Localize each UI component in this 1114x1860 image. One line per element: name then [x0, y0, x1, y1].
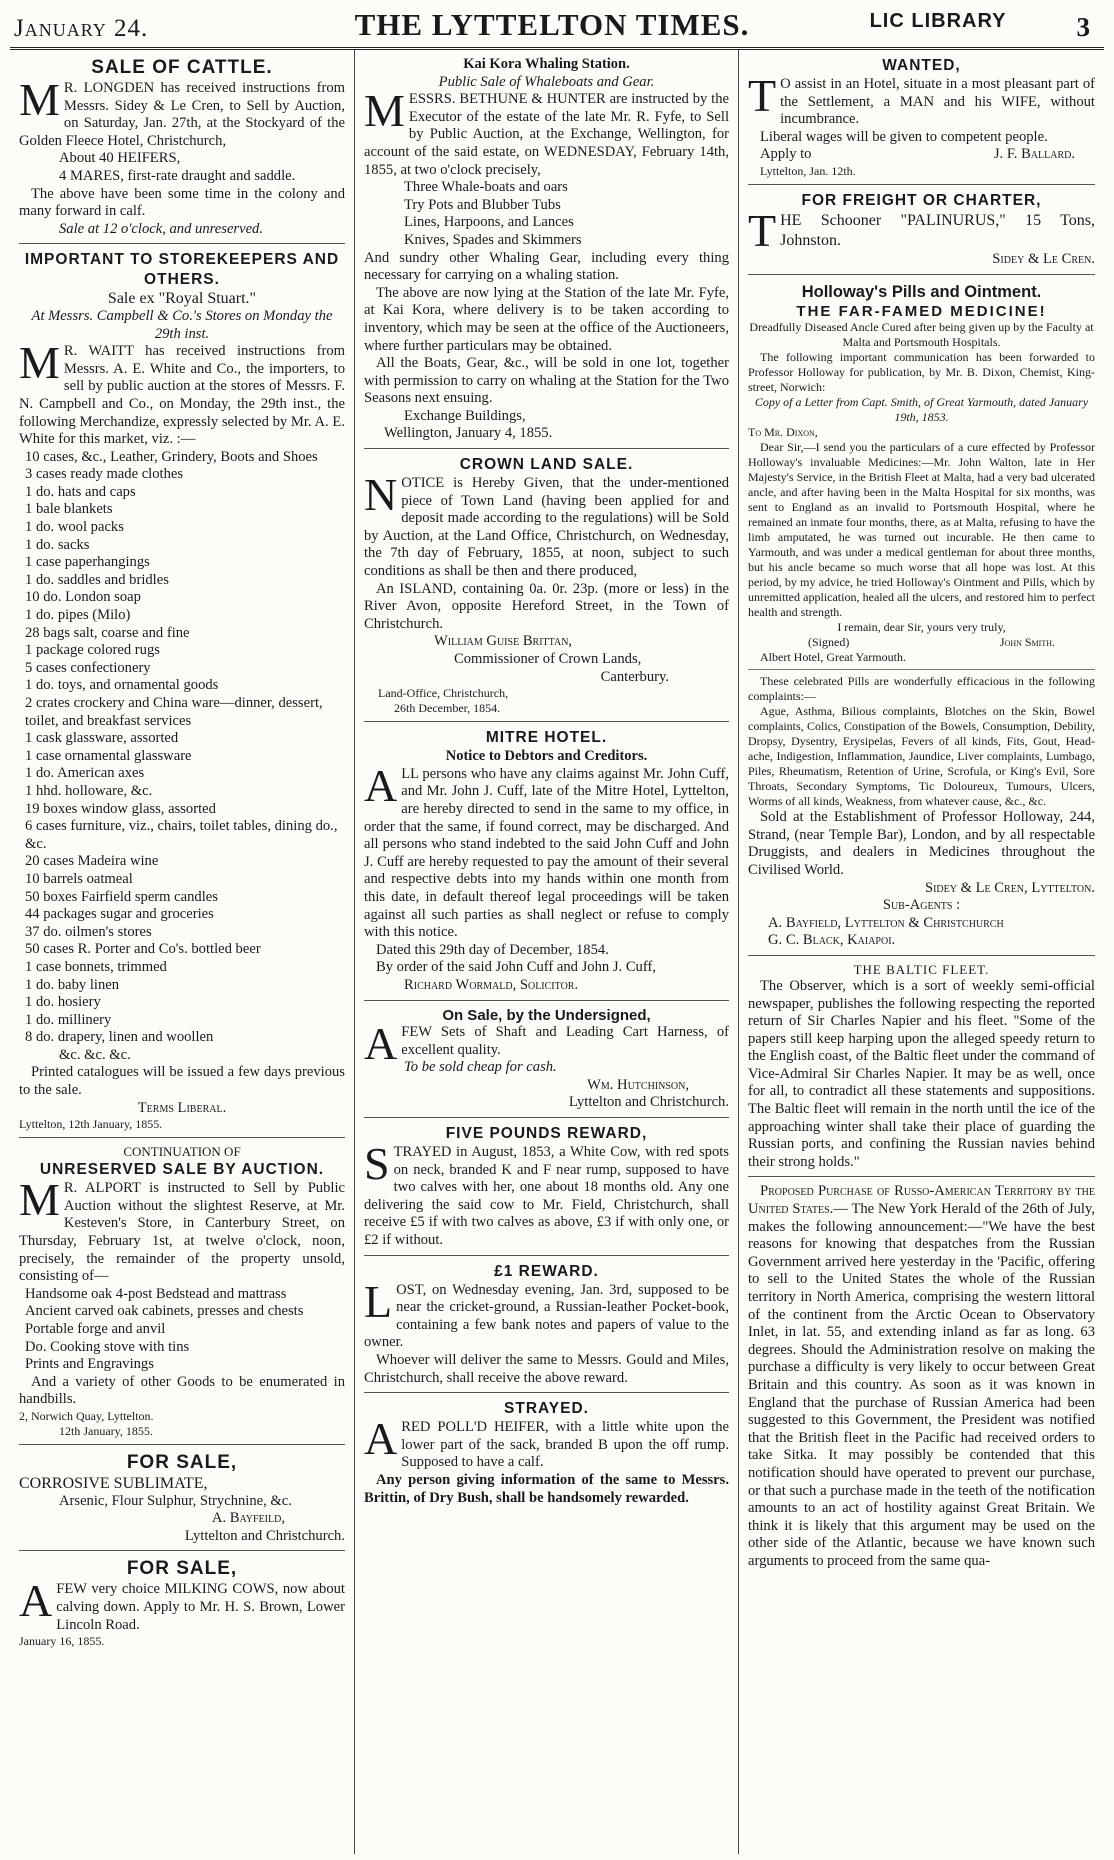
column-2 — [355, 50, 739, 1854]
list-item: 37 do. oilmen's stores — [25, 923, 152, 940]
list-item: 1 case paperhangings — [25, 554, 150, 571]
list-item: Portable forge and anvil — [25, 1321, 166, 1337]
ad-apply-row — [748, 146, 1095, 164]
ad-wages: Liberal wages will be given to competent people. — [760, 128, 1048, 145]
article-russo-american — [748, 1183, 1095, 1575]
article-body: — The New York Herald of the 26th of July, makes the following announcement:—"We have the best reasons for knowing that despatches from the Russian Government arrived here yesterday in the 'Pacific, offering to sell to the United States the whole of the Russian territory in North America, comprising the western littoral of the continent from the Arctic Ocean to Observatory Inlet, in lat. 55, and extending inland as far as long. 63 degrees. Should the Administration resolve on making the purchase a difficulty is very likely to occur between Great Britain and this country. As soon as it was known in England that the purchase of Russian America had been suggested to this Government, the President was notified that the British fleet in the Pacific had received orders to take Sitka. It may possibly be contended that this notification should have operated to prevent our purchase, or that such a purchase made in the teeth of the notification amounts to an act of hostility against Great Britain. We think it is likely that this argument may be used on the other side of the Atlantic, because we have known such arguments to proceed from the same qua- — [748, 1201, 1095, 1569]
ad-crown-land — [364, 455, 729, 722]
ad-continuation: CONTINUATION OF — [123, 1144, 241, 1160]
list-item: Try Pots and Blubber Tubs — [404, 196, 561, 213]
ad-signed-row — [748, 635, 1095, 650]
ad-note: The above have been some time in the colony and many forward in calf. — [19, 185, 345, 220]
ad-milking-cows — [19, 1557, 345, 1654]
ad-sundry: And sundry other Whaling Gear, including every thing necessary for carrying on a whaling station. — [364, 249, 729, 284]
ad-date: January 16, 1855. — [19, 1634, 105, 1649]
ad-subagents: Sub-Agents : — [882, 897, 961, 914]
list-item: 1 do. wool packs — [25, 519, 124, 536]
ad-signature: William Guise Brittan, — [434, 633, 573, 650]
ad-paragraph: Whoever will deliver the same to Messrs. Gould and Miles, Christchurch, shall receive the above reward. — [364, 1352, 729, 1386]
ad-wanted — [748, 56, 1095, 185]
ad-subheading: Public Sale of Whaleboats and Gear. — [438, 73, 655, 90]
ad-date: Lyttelton, Jan. 12th. — [760, 163, 856, 178]
ad-heading: SALE OF CATTLE. — [91, 57, 273, 78]
ad-terms: Terms Liberal. — [137, 1099, 227, 1116]
article-baltic-fleet — [748, 962, 1095, 1178]
ad-line: Arsenic, Flour Sulphur, Strychnine, &c. — [59, 1492, 292, 1509]
ad-body: O assist in an Hotel, situate in a most pleasant part of the Settlement, a MAN and his WIFE, without incumbrance. — [780, 76, 1095, 128]
list-item: 2 crates crockery and China ware—dinner, dessert, toilet, and breakfast services — [25, 695, 323, 729]
ad-paragraph: These celebrated Pills are wonderfully efficacious in the following complaints:— — [748, 674, 1095, 704]
ad-location: At Messrs. Campbell & Co.'s Stores on Monday the 29th inst. — [31, 307, 333, 342]
ad-sold: Sold at the Establishment of Professor Holloway, 244, Strand, (near Temple Bar), London, and by all respectable Druggists, and dealers in Medicines throughout the Civilised World. — [748, 809, 1095, 878]
list-item: 50 cases R. Porter and Co's. bottled beer — [25, 941, 261, 958]
list-item: 1 do. toys, and ornamental goods — [25, 677, 219, 694]
ad-item: About 40 HEIFERS, — [59, 150, 181, 167]
ad-signature: Lyttelton and Christchurch. — [184, 1527, 345, 1544]
library-stamp: LIC LIBRARY — [869, 10, 1007, 32]
ad-paragraph: The above are now lying at the Station of the late Mr. Fyfe, at Kai Kora, where delivery is to be taken according to inventory, which may be seen at the office of the Auctioneers, where further particulars may be obtained. — [364, 284, 729, 354]
ad-line: CORROSIVE SUBLIMATE, — [19, 1474, 208, 1492]
ad-body: LL persons who have any claims against Mr. John Cuff, and Mr. John J. Cuff, late of the Mitre Hotel, Lyttelton, are hereby directed to send in the same to my office, in order that the same, if found correct, may be discharged. And all persons who stand indebted to the said John Cuff and John J. Cuff are hereby requested to pay the amount of their several and respective debts into my hands within one month from this date, in default thereof legal proceedings will be taken against all such parties as shall neglect or refuse to comply with this notice. — [364, 765, 729, 941]
ad-signature: Lyttelton and Christchurch. — [568, 1094, 729, 1111]
list-item: 1 do. sacks — [25, 536, 90, 553]
ad-sale-of-cattle — [19, 56, 345, 244]
ad-office: Land-Office, Christchurch, — [378, 686, 509, 701]
list-item: Three Whale-boats and oars — [404, 179, 568, 196]
ad-body: R. ALPORT is instructed to Sell by Public Auction without the slightest Reserve, at Mr. Kesteven's Store, in Canterbury Street, on Thursday, February 1st, at twelve o'clock, noon, precisely, the remainder of the property unsold, consisting of— — [19, 1180, 345, 1285]
newspaper-title: THE LYTTELTON TIMES. — [354, 7, 750, 42]
ad-item: 4 MARES, first-rate draught and saddle. — [59, 167, 296, 184]
list-item: 1 package colored rugs — [25, 642, 160, 659]
ad-paragraph: The following important communication has been forwarded to Professor Holloway for publication, by Mr. B. Dixon, Chemist, King-street, Norwich: — [748, 350, 1095, 395]
ad-signature: Sidey & Le Cren. — [992, 250, 1095, 267]
drop-cap: A — [364, 759, 398, 811]
ad-signature: Canterbury. — [600, 668, 669, 685]
drop-cap: N — [364, 469, 398, 521]
list-item: 10 barrels oatmeal — [25, 870, 133, 887]
ad-agents: Sidey & Le Cren, Lyttelton. — [924, 879, 1095, 896]
ad-island: An ISLAND, containing 0a. 0r. 23p. (more or less) in the River Avon, opposite Hereford Street, in the Town of Christchurch. — [364, 580, 729, 632]
drop-cap: S — [364, 1138, 390, 1190]
ad-signature: J. F. Ballard. — [993, 146, 1075, 163]
masthead-right — [760, 10, 1090, 43]
ad-whaling-station — [364, 56, 729, 449]
ad-heading: UNRESERVED SALE BY AUCTION. — [39, 1161, 325, 1179]
columns — [10, 50, 1104, 1854]
ad-signed: (Signed) — [808, 635, 850, 650]
drop-cap: M — [19, 337, 60, 389]
ad-body: RED POLL'D HEIFER, with a little white upon the lower part of the sack, branded B upon the off rump. Supposed to have a calf. — [401, 1419, 729, 1471]
ad-dated: Dated this 29th day of December, 1854. — [376, 941, 609, 958]
ad-heading: WANTED, — [882, 57, 961, 74]
list-item: 5 cases confectionery — [25, 659, 151, 676]
list-item: 1 do. millinery — [25, 1011, 112, 1028]
ad-heading: FOR SALE, — [126, 1558, 238, 1580]
ad-five-pounds-reward — [364, 1124, 729, 1256]
ad-agent: G. C. Black, Kaiapoi. — [768, 932, 896, 949]
list-item: Knives, Spades and Skimmers — [404, 231, 582, 248]
ad-paragraph: All the Boats, Gear, &c., will be sold in one lot, together with permission to carry on whaling at the Station for the Two Seasons next ensuing. — [364, 355, 729, 407]
ad-body: TRAYED in August, 1853, a White Cow, with red spots on neck, branded K and F near rump, supposed to have two calves with her, one about 18 months old. Any one delivering the said cow to Mr. Field, Christchurch, shall receive £5 if with two calves as above, £3 if with only one, or £2 if without. — [364, 1144, 729, 1249]
ad-cheap: To be sold cheap for cash. — [404, 1059, 557, 1076]
ad-mitre-hotel — [364, 728, 729, 1000]
list-item: 1 do. hats and caps — [25, 483, 136, 500]
ad-address: 2, Norwich Quay, Lyttelton. — [19, 1408, 154, 1423]
list-item: 1 do. baby linen — [25, 976, 120, 993]
merchandise-list — [19, 449, 345, 1047]
ad-freight-charter — [748, 191, 1095, 275]
list-item: 1 case bonnets, trimmed — [25, 958, 167, 975]
list-item: 1 cask glassware, assorted — [25, 730, 179, 747]
drop-cap: A — [19, 1575, 53, 1627]
ad-heading: On Sale, by the Undersigned, — [442, 1006, 651, 1024]
issue-date: January 24. — [14, 15, 149, 42]
ad-harness — [364, 1007, 729, 1119]
ad-copy: Copy of a Letter from Capt. Smith, of Great Yarmouth, dated January 19th, 1853. — [754, 395, 1089, 425]
ad-strayed — [364, 1399, 729, 1512]
drop-cap: T — [748, 204, 777, 256]
list-item: Ancient carved oak cabinets, presses and chests — [25, 1303, 304, 1320]
ad-heading: MITRE HOTEL. — [485, 729, 608, 747]
list-item: 10 cases, &c., Leather, Grindery, Boots and Shoes — [25, 448, 318, 465]
ad-heading: £1 REWARD. — [494, 1262, 599, 1280]
ad-signature: Commissioner of Crown Lands, — [454, 651, 642, 667]
drop-cap: L — [364, 1275, 393, 1327]
ad-holloways-pills — [748, 281, 1095, 956]
ad-subheading: Notice to Debtors and Creditors. — [445, 748, 648, 765]
ad-body: FEW Sets of Shaft and Leading Cart Harness, of excellent quality. — [401, 1024, 729, 1058]
ad-body: ESSRS. BETHUNE & HUNTER are instructed by the Executor of the estate of the late Mr. R. Fyfe, to Sell by Public Auction, at the Exchange, Wellington, for account of the said estate, on WEDNESDAY, February 14th, 1855, at two o'clock precisely, — [364, 91, 729, 178]
ad-to: To Mr. Dixon, — [748, 425, 818, 440]
ad-complaints: Ague, Asthma, Bilious complaints, Blotches on the Skin, Bowel complaints, Colics, Constipation of the Bowels, Consumption, Debility, Dropsy, Dysentry, Erysipelas, Fevers of all kinds, Fits, Gout, Head-ache, Indigestion, Inflammation, Jaundice, Liver complaints, Lumbago, Piles, Rheumatism, Retention of Urine, Scrofula, or King's Evil, Sore Throats, Secondary Symptoms, Tic Doloureux, Tumours, Ulcers, Worms of all kinds, Weakness, from whatever cause, &c., &c. — [748, 704, 1095, 809]
auction-list — [19, 1286, 345, 1374]
drop-cap: M — [19, 74, 60, 125]
ad-date: 12th January, 1855. — [59, 1423, 153, 1438]
column-3 — [739, 50, 1104, 1854]
ad-paragraph: Any person giving information of the same to Messrs. Brittin, of Dry Bush, shall be handsomely rewarded. — [364, 1471, 729, 1506]
ad-body: OST, on Wednesday evening, Jan. 3rd, supposed to be near the cricket-ground, a Russian-leather Pocket-book, containing a few bank notes and papers of value to the owner. — [364, 1281, 729, 1351]
ad-storekeepers — [19, 250, 345, 1138]
list-item: Handsome oak 4-post Bedstead and mattrass — [25, 1285, 287, 1302]
ad-order: By order of the said John Cuff and John J. Cuff, — [376, 959, 656, 976]
ad-heading: CROWN LAND SALE. — [459, 456, 634, 474]
ad-heading: Kai Kora Whaling Station. — [463, 56, 630, 72]
drop-cap: A — [364, 1413, 398, 1465]
ad-heading: STRAYED. — [504, 1400, 589, 1418]
list-item: Prints and Engravings — [25, 1356, 154, 1373]
ad-heading: Holloway's Pills and Ointment. — [801, 282, 1042, 301]
drop-cap: M — [19, 1174, 60, 1226]
whaling-gear-list — [364, 179, 729, 249]
list-item: 1 do. saddles and bridles — [25, 571, 169, 588]
list-item: 3 cases ready made clothes — [25, 466, 184, 483]
divider — [748, 669, 1095, 670]
ad-hotel: Albert Hotel, Great Yarmouth. — [760, 650, 906, 665]
ad-body: OTICE is Hereby Given, that the under-mentioned piece of Town Land (having been applied for and deposit made according to the regulations) will be Sold by Auction, at the Land Office, Christchurch, on Wednesday, the 7th day of February, 1855, at noon, subject to such conditions as shall be then and there produced, — [364, 475, 729, 580]
ad-date: Wellington, January 4, 1855. — [384, 425, 553, 442]
list-item: 1 case ornamental glassware — [25, 747, 192, 764]
ad-apply: Apply to — [760, 146, 812, 163]
list-item: 44 packages sugar and groceries — [25, 906, 214, 923]
drop-cap: A — [364, 1018, 398, 1070]
ad-signature: Wm. Hutchinson, — [587, 1076, 689, 1093]
article-heading: THE BALTIC FLEET. — [853, 961, 990, 977]
ad-variety: And a variety of other Goods to be enumerated in handbills. — [19, 1373, 345, 1408]
ad-agent: A. Bayfield, Lyttelton & Christchurch — [768, 914, 1004, 931]
list-item: 19 boxes window glass, assorted — [25, 800, 216, 817]
ad-sublimate — [19, 1451, 345, 1551]
list-item: 1 do. hosiery — [25, 994, 101, 1011]
ad-sale-time: Sale at 12 o'clock, and unreserved. — [59, 220, 263, 237]
ad-etc: &c. &c. &c. — [59, 1046, 131, 1063]
ad-signature: A. Bayfeild, — [211, 1510, 285, 1527]
drop-cap: T — [748, 70, 777, 121]
drop-cap: M — [364, 85, 405, 137]
list-item: 10 do. London soap — [25, 589, 141, 606]
ad-letter: Dear Sir,—I send you the particulars of a cure effected by Professor Holloway's invaluable Medicines:—Mr. John Walton, late in Her Majesty's Service, in the British Fleet at Malta, had a very bad ulcerated ancle, and after having been in the Malta Hospital for six months, was sent to England as an invalid to Portsmouth Hospital, where he remained an inmate four months, there, as at Malta, refusing to have the limb amputated, he was turned out incurable. He then came to Yarmouth, and was under a medical gentleman for about three months, but his ancle became so much worse that all hope was lost. At this period, by my advice, he tried Holloway's Ointment and Pills, which by unremitted application, healed all the ulcers, and restored him to perfect health and strength. — [748, 440, 1095, 620]
ad-body: R. WAITT has received instructions from Messrs. A. E. White and Co., the importers, to sell by public auction at the stores of Messrs. F. N. Campbell and Co., on Monday, the 29th inst., the following Merchandize, expressly selected by Mr. A. E. White for this market, viz. :— — [19, 343, 345, 448]
page-number: 3 — [1076, 12, 1090, 42]
list-item: 20 cases Madeira wine — [25, 853, 159, 870]
ad-date: 26th December, 1854. — [394, 701, 501, 716]
list-item: 28 bags salt, coarse and fine — [25, 624, 190, 641]
list-item: 1 do. pipes (Milo) — [25, 607, 131, 624]
list-item: 1 hhd. holloware, &c. — [25, 782, 153, 799]
masthead — [10, 6, 1104, 50]
list-item: 6 cases furniture, viz., chairs, toilet tables, dining do., &c. — [25, 818, 338, 852]
ad-body: FEW very choice MILKING COWS, now about calving down. Apply to Mr. H. S. Brown, Lower Lincoln Road. — [56, 1581, 345, 1633]
list-item: 1 do. American axes — [25, 765, 145, 782]
ad-catalogue: Printed catalogues will be issued a few days previous to the sale. — [19, 1064, 345, 1099]
ad-one-pound-reward — [364, 1262, 729, 1394]
list-item: Lines, Harpoons, and Lances — [404, 214, 574, 231]
ad-heading: IMPORTANT TO STOREKEEPERS AND OTHERS. — [24, 251, 340, 289]
ad-signature: John Smith. — [999, 635, 1055, 650]
ad-body: HE Schooner "PALINURUS," 15 Tons, Johnston. — [780, 211, 1095, 249]
list-item: 1 bale blankets — [25, 501, 113, 518]
ad-intro: Dreadfully Diseased Ancle Cured after being given up by the Faculty at Malta and Portsmouth Hospitals. — [749, 320, 1094, 350]
ad-heading: FIVE POUNDS REWARD, — [445, 1125, 648, 1143]
article-body: The Observer, which is a sort of weekly semi-official newspaper, publishes the following respecting the reported return of Sir Charles Napier and his fleet. "Some of the papers still keep harping upon the alleged speedy return to the English coast, of the Baltic fleet under the command of Vice-Admiral Sir Charles Napier. It may be as well, once for all, to contradict all these statements and suppositions. The Baltic fleet will remain in the north until the ice of the approaching winter shall take their place of guarding the Russian ports, and confining the Russian navies behind their strong holds." — [748, 977, 1095, 1170]
ad-unreserved-auction — [19, 1144, 345, 1445]
ad-remain: I remain, dear Sir, yours very truly, — [837, 620, 1006, 635]
ad-date: Lyttelton, 12th January, 1855. — [19, 1117, 163, 1132]
ad-heading: FOR FREIGHT OR CHARTER, — [801, 191, 1042, 209]
ad-body: R. LONGDEN has received instructions from Messrs. Sidey & Le Cren, to Sell by Auction, on Saturday, Jan. 27th, at the Stockyard of the Golden Fleece Hotel, Christchurch, — [19, 80, 345, 149]
column-1 — [10, 50, 355, 1854]
ad-heading: FOR SALE, — [126, 1451, 238, 1473]
ad-subheading: Sale ex "Royal Stuart." — [107, 290, 257, 308]
article-lead: Proposed Purchase of Russo-American Territory by the United States. — [748, 1183, 1095, 1218]
list-item: 8 do. drapery, linen and woollen — [25, 1029, 214, 1046]
ad-address: Exchange Buildings, — [404, 407, 526, 424]
list-item: 50 boxes Fairfield sperm candles — [25, 888, 218, 905]
ad-subheading: THE FAR-FAMED MEDICINE! — [796, 302, 1047, 320]
ad-signature: Richard Wormald, Solicitor. — [404, 976, 579, 993]
list-item: Do. Cooking stove with tins — [25, 1338, 190, 1355]
